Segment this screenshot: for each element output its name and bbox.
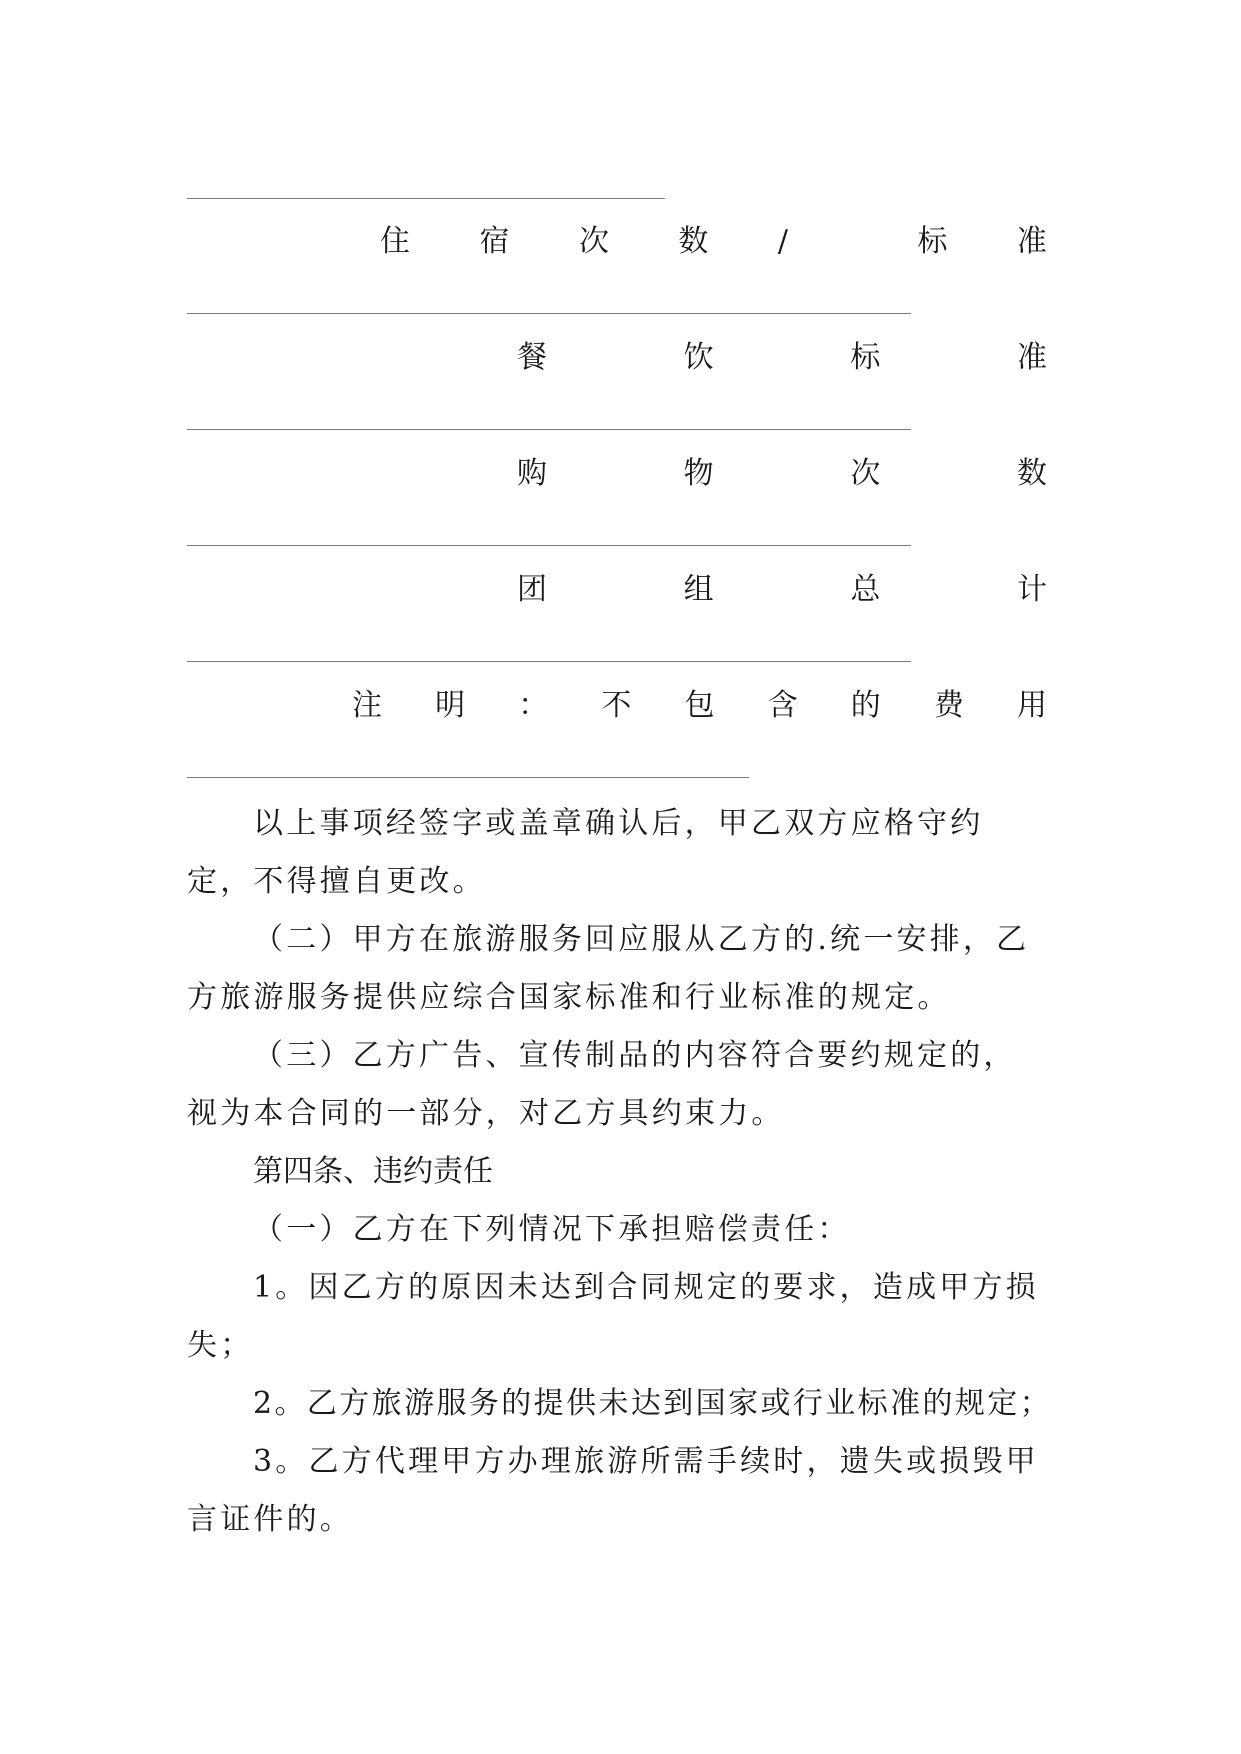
note-char: 包 <box>684 688 715 723</box>
blank-line-note <box>187 777 749 778</box>
note-char: 费 <box>933 688 964 723</box>
shopping-row <box>517 454 1047 494</box>
meal-char: 标 <box>850 340 881 375</box>
lodging-char: 宿 <box>479 224 510 259</box>
lodging-char: 标 <box>917 224 948 259</box>
lodging-char: 住 <box>380 224 410 259</box>
note-char: 不 <box>601 688 632 723</box>
blank-line-top <box>187 198 665 199</box>
note-char: ： <box>518 688 549 723</box>
shopping-char: 物 <box>683 456 714 491</box>
blank-line-shopping <box>187 545 911 546</box>
note-char: 注 <box>352 688 382 723</box>
blank-line-meal <box>187 429 911 430</box>
paragraph-clause-two: （二）甲方在旅游服务回应服从乙方的.统一安排，乙方旅游服务提供应综合国家标准和行业标准的规定。 <box>187 922 1030 1015</box>
note-char: 明 <box>435 688 466 723</box>
blank-line-lodging <box>187 313 911 314</box>
meal-char: 饮 <box>683 340 714 375</box>
total-char: 组 <box>683 572 714 607</box>
paragraph-confirmation: 以上事项经签字或盖章确认后，甲乙双方应格守约定，不得擅自更改。 <box>187 806 984 899</box>
lodging-char: 数 <box>678 224 709 259</box>
article-four-heading: 第四条、违约责任 <box>253 1154 493 1189</box>
lodging-row <box>380 222 1047 262</box>
total-char: 计 <box>1016 572 1047 607</box>
lodging-char: 次 <box>578 224 609 259</box>
shopping-char: 购 <box>517 456 547 491</box>
total-char: 团 <box>517 572 547 607</box>
paragraph-clause-three: （三）乙方广告、宣传制品的内容符合要约规定的，视为本合同的一部分，对乙方具约束力。 <box>187 1038 1017 1131</box>
list-item-3: 3。乙方代理甲方办理旅游所需手续时，遗失或损毁甲言证件的。 <box>187 1444 1039 1537</box>
shopping-char: 次 <box>850 456 881 491</box>
list-item-2: 2。乙方旅游服务的提供未达到国家或行业标准的规定； <box>253 1386 1053 1421</box>
note-row <box>352 686 1047 726</box>
note-char: 含 <box>767 688 798 723</box>
paragraph-clause-one: （一）乙方在下列情况下承担赔偿责任： <box>253 1212 851 1247</box>
shopping-char: 数 <box>1016 456 1047 491</box>
meal-char: 餐 <box>517 340 547 375</box>
lodging-char: / <box>777 224 788 259</box>
total-char: 总 <box>850 572 881 607</box>
note-char: 用 <box>1017 688 1047 723</box>
blank-line-total <box>187 661 911 662</box>
meal-row <box>517 338 1047 378</box>
note-char: 的 <box>850 688 881 723</box>
list-item-1: 1。因乙方的原因未达到合同规定的要求，造成甲方损失； <box>187 1270 1039 1363</box>
total-row <box>517 570 1047 610</box>
lodging-char: 准 <box>1016 224 1047 259</box>
meal-char: 准 <box>1016 340 1047 375</box>
